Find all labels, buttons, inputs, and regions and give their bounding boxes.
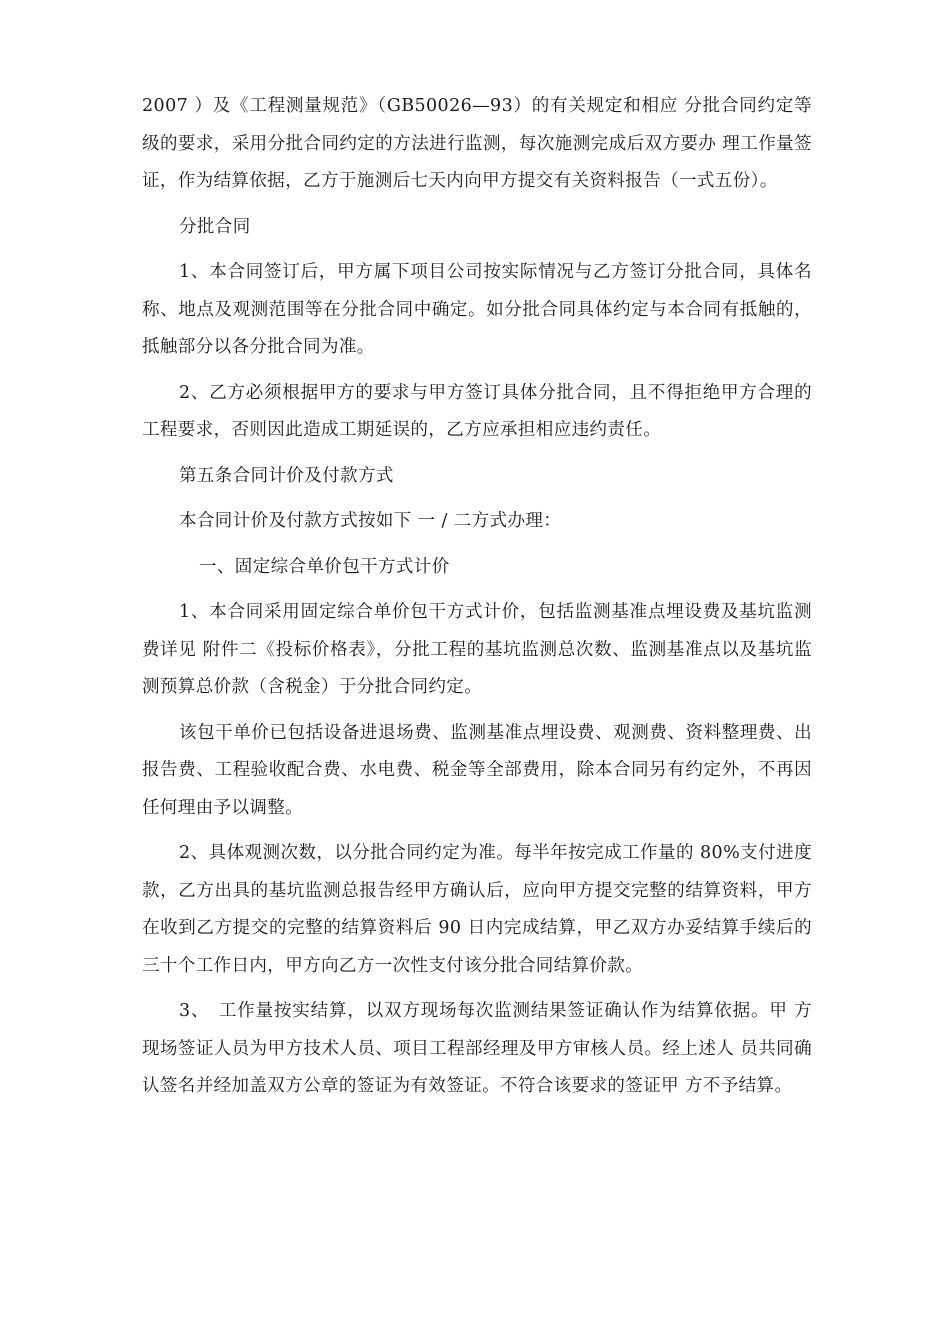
heading-batch-contract: 分批合同 — [179, 216, 251, 237]
heading-article-5: 第五条合同计价及付款方式 — [179, 465, 394, 486]
heading-fixed-unit-price: 一、固定综合单价包干方式计价 — [199, 556, 450, 577]
paragraph-measurement-standards: 2007 ）及《工程测量规范》（GB50026—93）的有关规定和相应 分批合同约定等级的要求，采用分批合同约定的方法进行监测，每次施测完成后双方要办 理工作量签证，作为结算依据，乙方于施测后七天内向甲方提交有关资料报告（一式五份）。 — [142, 96, 812, 191]
paragraph-pricing-clause-2: 2、具体观测次数，以分批合同约定为准。每半年按完成工作量的 80%支付进度款，乙方出具的基坑监测总报告经甲方确认后，应向甲方提交完整的结算资料，甲方在收到乙方提交的完整的结算资料后 90 日内完成结算，甲乙双方办妥结算手续后的三十个工作日内，甲方向乙方一次性支付该分批合同结算价款。 — [142, 843, 812, 976]
paragraph-batch-contract-clause-1: 1、本合同签订后，甲方属下项目公司按实际情况与乙方签订分批合同，具体名称、地点及观测范围等在分批合同中确定。如分批合同具体约定与本合同有抵触的，抵触部分以各分批合同为准。 — [142, 262, 812, 357]
paragraph-pricing-clause-3: 3、 工作量按实结算，以双方现场每次监测结果签证确认作为结算依据。甲 方现场签证人员为甲方技术人员、项目工程部经理及甲方审核人员。经上述人 员共同确认签名并经加盖双方公章的签证为有效签证。不符合该要求的签证甲 方不予结算。 — [142, 1001, 812, 1096]
paragraph-batch-contract-clause-2: 2、乙方必须根据甲方的要求与甲方签订具体分批合同，且不得拒绝甲方合理的工程要求，否则因此造成工期延误的，乙方应承担相应违约责任。 — [142, 382, 812, 440]
document-body — [142, 88, 812, 1106]
paragraph-payment-method: 本合同计价及付款方式按如下 一 / 二方式办理： — [179, 511, 562, 531]
paragraph-pricing-clause-1: 1、本合同采用固定综合单价包干方式计价，包括监测基准点埋设费及基坑监测费详见 附件二《投标价格表》，分批工程的基坑监测总次数、监测基准点以及基坑监测预算总价款（含税金）于分批合同约定。 — [142, 602, 812, 697]
paragraph-unit-price-inclusions: 该包干单价已包括设备进退场费、监测基准点埋设费、观测费、资料整理费、出报告费、工程验收配合费、水电费、税金等全部费用，除本合同另有约定外，不再因任何理由予以调整。 — [142, 722, 812, 818]
